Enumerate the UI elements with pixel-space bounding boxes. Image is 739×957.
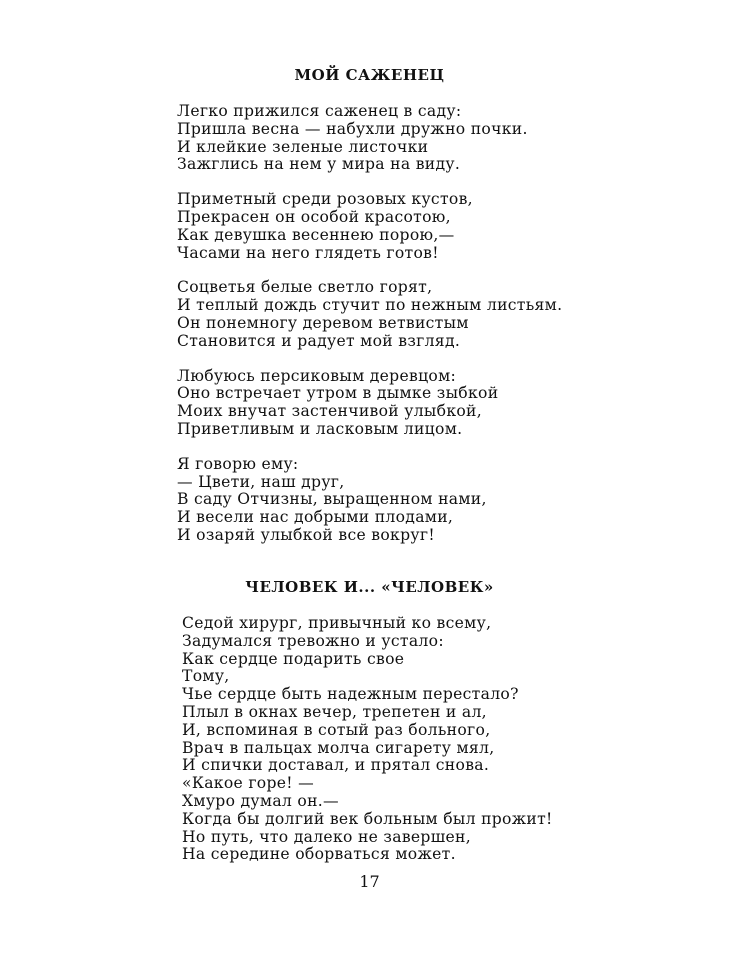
- poem-line: И клейкие зеленые листочки: [177, 137, 429, 156]
- poem-line: И теплый дождь стучит по нежным листьям.: [177, 296, 563, 315]
- poem-line: Приветливым и ласковым лицом.: [177, 419, 463, 438]
- poem-line: Когда бы долгий век больным был прожит!: [182, 809, 553, 828]
- poem-line: Пришла весна — набухли дружно почки.: [177, 119, 528, 138]
- poem-line: И весели нас добрыми плодами,: [177, 508, 454, 527]
- stanza-break: [177, 262, 562, 279]
- poem-line: Плыл в окнах вечер, трепетен и ал,: [182, 702, 487, 721]
- poem-line: Зажглись на нем у мира на виду.: [177, 155, 461, 174]
- poem-line: И спички доставал, и прятал снова.: [182, 756, 490, 775]
- poem-line: Соцветья белые светло горят,: [177, 278, 433, 297]
- poem-line: Как девушка весеннею порою,—: [177, 225, 455, 244]
- poem-line: Легко прижился саженец в саду:: [177, 102, 462, 120]
- poem-line: «Какое горе! —: [182, 774, 315, 793]
- poem-line: — Цвети, наш друг,: [177, 472, 345, 491]
- poem-line: Оно встречает утром в дымке зыбкой: [177, 384, 499, 403]
- poem-line: Как сердце подарить свое: [182, 649, 405, 668]
- page-number: 17: [359, 872, 380, 891]
- poem-2-text: [182, 615, 553, 864]
- poem-line: На середине оборваться может.: [182, 845, 456, 864]
- poem-line: Приметный среди розовых кустов,: [177, 190, 473, 209]
- poem-line: Он понемногу деревом ветвистым: [177, 313, 469, 332]
- stanza-break: [177, 351, 562, 368]
- poem-line: Моих внучат застенчивой улыбкой,: [177, 402, 483, 421]
- poem-line: Становится и радует мой взгляд.: [177, 331, 461, 350]
- poem-line: И, вспоминая в сотый раз больного,: [182, 720, 491, 739]
- poem-2-title: ЧЕЛОВЕК И... «ЧЕЛОВЕК»: [245, 578, 494, 596]
- poem-line: Но путь, что далеко не завершен,: [182, 827, 471, 846]
- poem-line: Любуюсь персиковым деревцом:: [177, 366, 457, 385]
- poem-line: В саду Отчизны, выращенном нами,: [177, 490, 487, 509]
- poem-line: Тому,: [182, 667, 230, 686]
- poem-line: Врач в пальцах молча сигарету мял,: [182, 738, 495, 757]
- stanza-break: [177, 439, 562, 456]
- poem-line: Чье сердце быть надежным перестало?: [182, 685, 519, 704]
- stanza-break: [177, 174, 562, 191]
- poem-line: Задумался тревожно и устало:: [182, 631, 444, 650]
- poem-line: И озаряй улыбкой все вокруг!: [177, 525, 435, 544]
- poem-1-title: МОЙ САЖЕНЕЦ: [294, 66, 445, 84]
- poem-line: Хмуро думал он.—: [182, 791, 339, 810]
- poem-line: Часами на него глядеть готов!: [177, 243, 439, 262]
- poem-1-text: [177, 103, 562, 545]
- poem-line: Я говорю ему:: [177, 454, 299, 473]
- poem-line: Седой хирург, привычный ко всему,: [182, 614, 492, 632]
- poem-line: Прекрасен он особой красотою,: [177, 207, 451, 226]
